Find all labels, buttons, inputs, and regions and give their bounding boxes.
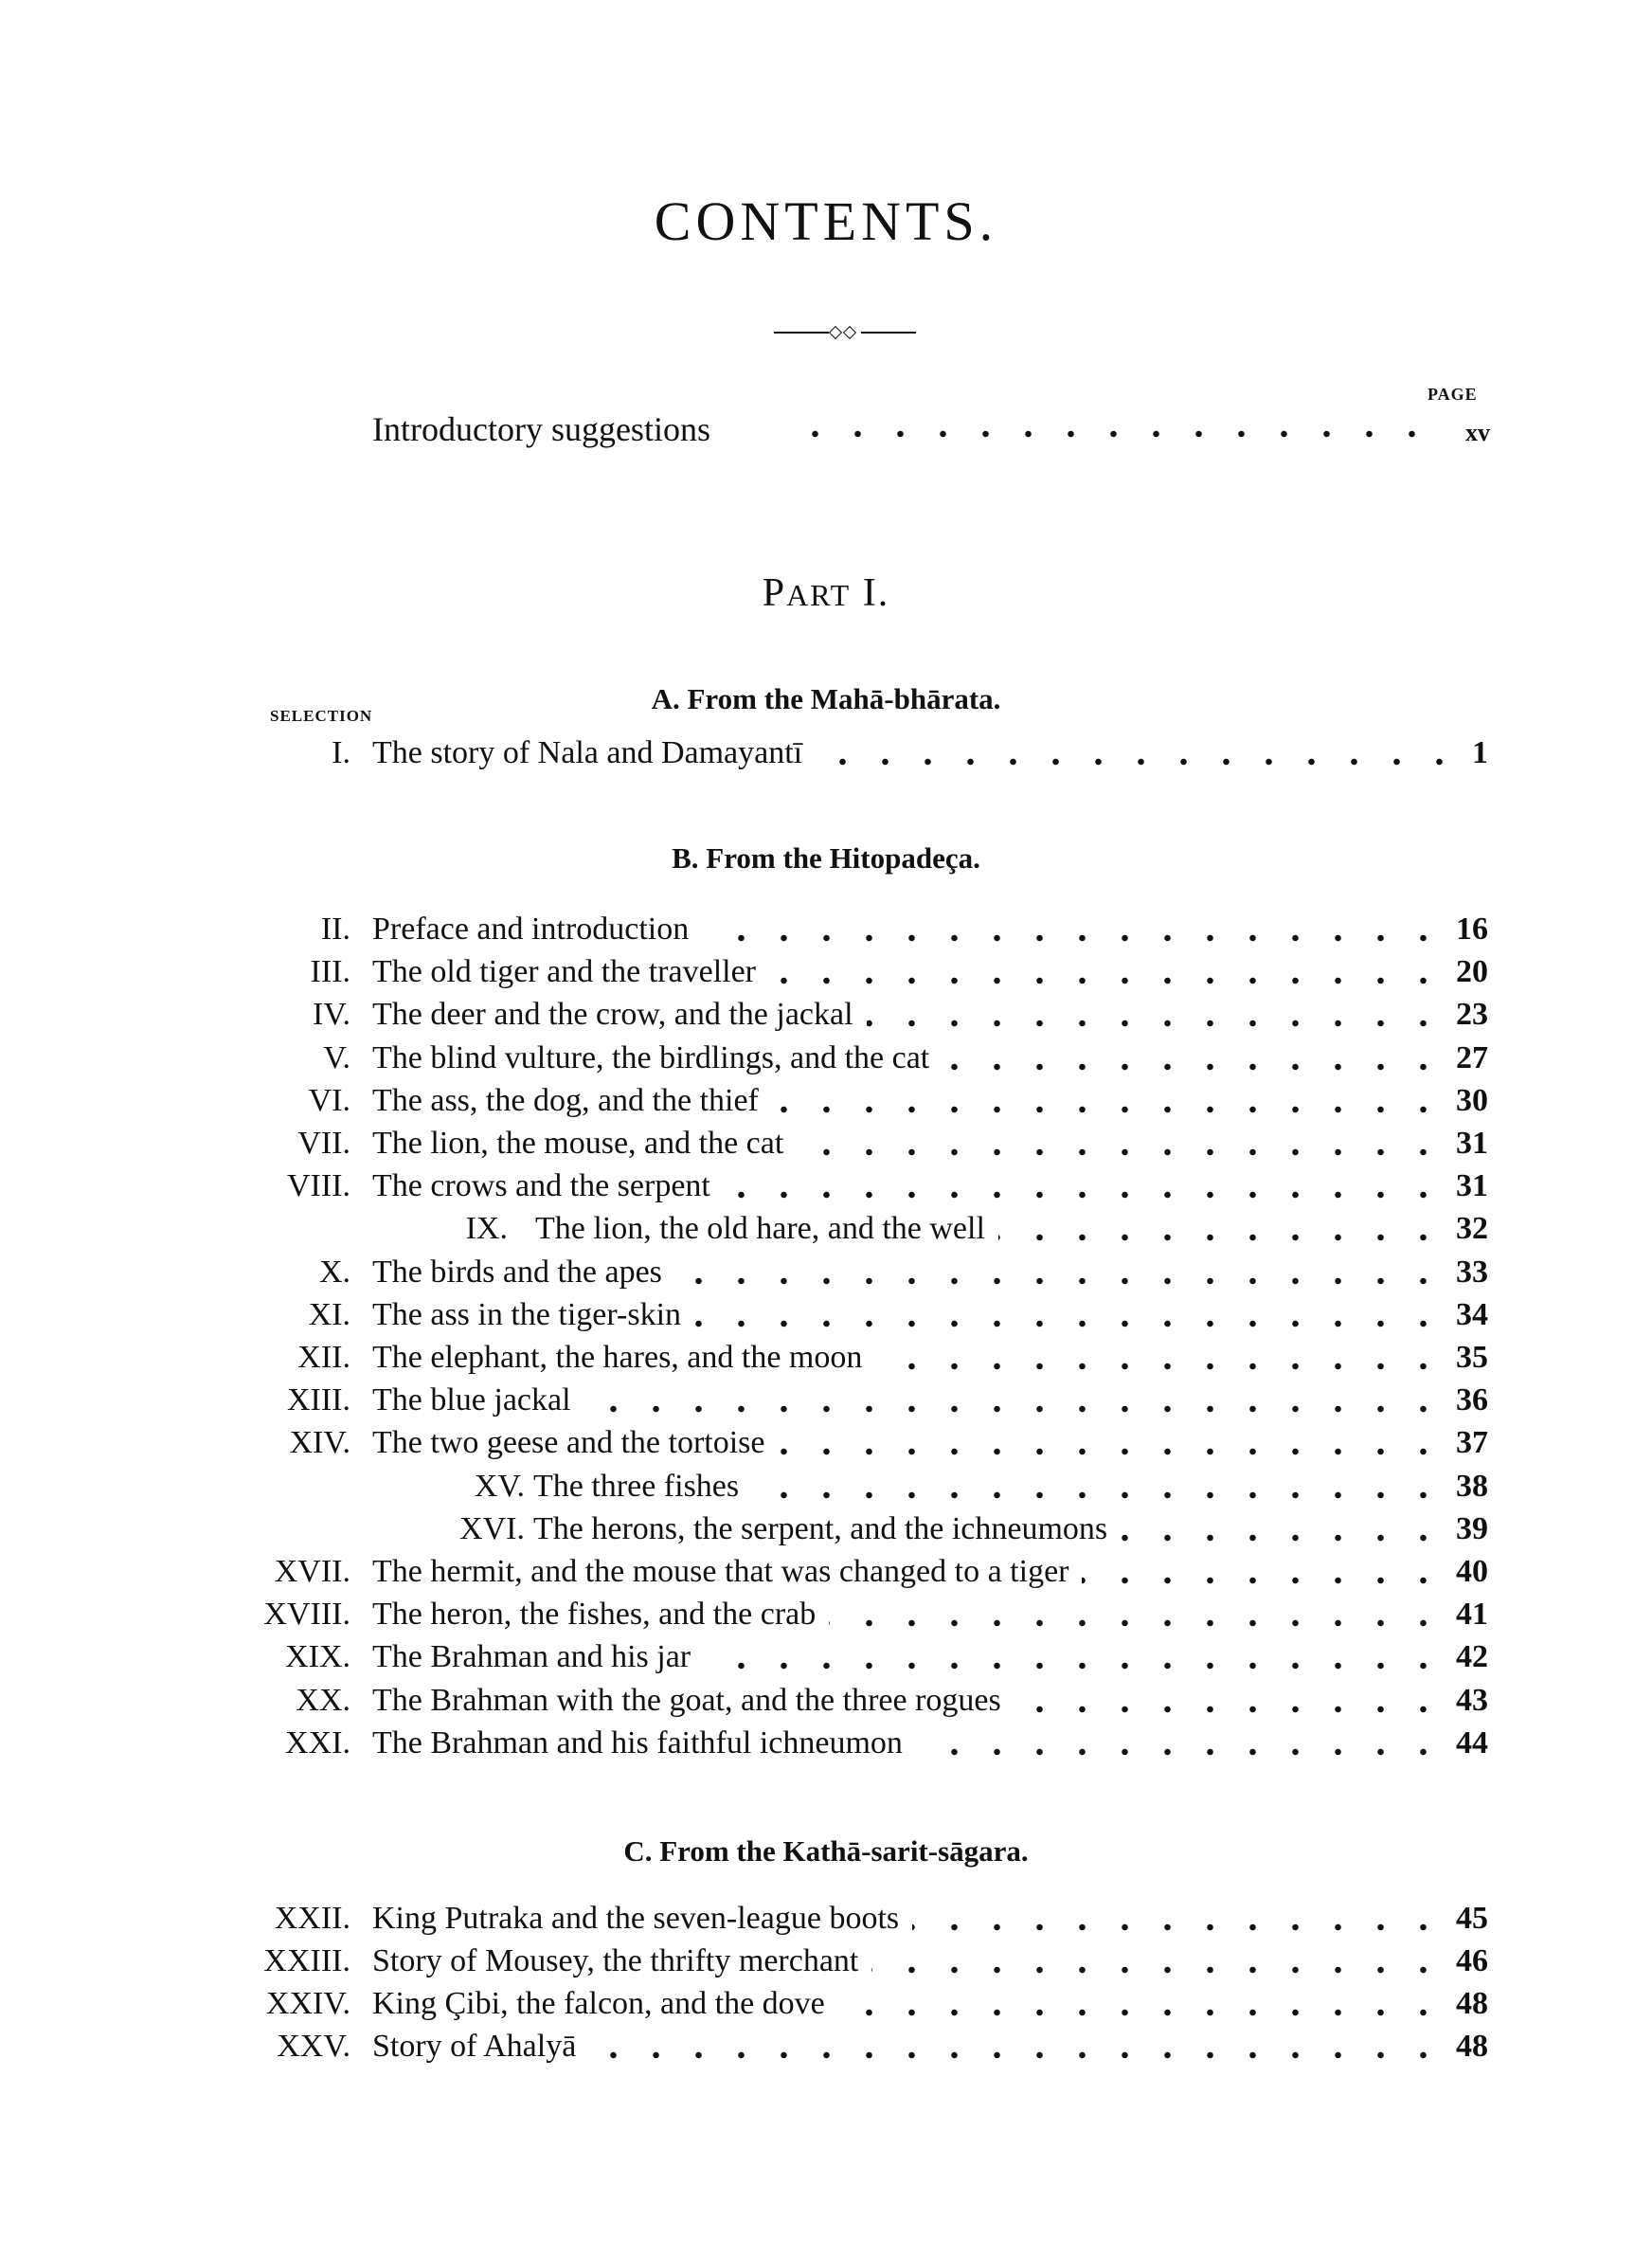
- toc-entry[interactable]: [0, 1297, 1652, 1339]
- entry-title: The lion, the mouse, and the cat: [372, 1126, 784, 1161]
- entry-title: The blue jackal: [372, 1382, 571, 1417]
- entry-title: The deer and the crow, and the jackal: [372, 997, 853, 1032]
- entry-number: VIII.: [286, 1168, 350, 1203]
- dot-leader: [752, 1491, 1445, 1499]
- toc-entry[interactable]: [0, 1168, 1652, 1210]
- entry-number: XVII.: [274, 1554, 350, 1589]
- toc-entry[interactable]: [0, 2029, 1652, 2070]
- entry-number: XI.: [308, 1297, 350, 1332]
- entry-page: 20: [1456, 954, 1488, 989]
- entry-title: The herons, the serpent, and the ichneumons: [533, 1511, 1108, 1546]
- entry-number: XXII.: [274, 1901, 350, 1936]
- entry-number: II.: [320, 912, 350, 947]
- entry-number: X.: [318, 1255, 350, 1290]
- dot-leader: [916, 1748, 1445, 1756]
- entry-title: King Çibi, the falcon, and the dove: [372, 1986, 825, 2021]
- entry-page: 1: [1472, 735, 1488, 770]
- toc-entry[interactable]: [0, 1126, 1652, 1167]
- entry-title: The Brahman and his jar: [372, 1639, 691, 1674]
- entry-page: 38: [1456, 1469, 1488, 1504]
- entry-title: Story of Mousey, the thrifty merchant: [372, 1943, 859, 1978]
- toc-entry[interactable]: [0, 997, 1652, 1038]
- entry-page: 44: [1456, 1725, 1488, 1760]
- part-rest: ART: [786, 578, 852, 612]
- dot-leader: [867, 1020, 1445, 1027]
- entry-page: 43: [1456, 1683, 1488, 1718]
- toc-entry[interactable]: [0, 1511, 1652, 1553]
- entry-number: XV.: [474, 1469, 525, 1504]
- entry-title: The elephant, the hares, and the moon: [372, 1340, 863, 1375]
- entry-number: XX.: [296, 1683, 350, 1718]
- entry-page: 48: [1456, 1986, 1488, 2021]
- entry-number: XII.: [297, 1340, 350, 1375]
- toc-entry[interactable]: [0, 1340, 1652, 1381]
- entry-page: 48: [1456, 2029, 1488, 2064]
- part-heading: [0, 570, 1652, 616]
- entry-page: 23: [1456, 997, 1488, 1032]
- toc-entry[interactable]: [0, 1211, 1652, 1253]
- dot-leader: [875, 1363, 1445, 1370]
- entry-page: 36: [1456, 1382, 1488, 1417]
- entry-number: IV.: [313, 997, 350, 1032]
- dot-leader: [871, 1966, 1445, 1974]
- dot-leader: [704, 1662, 1445, 1670]
- entry-title: The blind vulture, the birdlings, and the cat: [372, 1040, 930, 1075]
- entry-number: XIX.: [285, 1639, 350, 1674]
- entry-number: VI.: [308, 1083, 350, 1118]
- toc-entry[interactable]: [0, 1554, 1652, 1596]
- entry-title: The Brahman and his faithful ichneumon: [372, 1725, 903, 1760]
- entry-page: 31: [1456, 1126, 1488, 1161]
- entry-title: Preface and introduction: [372, 912, 690, 947]
- entry-title: The Brahman with the goat, and the three rogues: [372, 1683, 1001, 1718]
- dot-leader: [702, 934, 1445, 942]
- toc-entry[interactable]: [0, 1597, 1652, 1638]
- dot-leader: [589, 2051, 1445, 2059]
- entry-number: VII.: [297, 1126, 350, 1161]
- toc-entry[interactable]: [0, 1943, 1652, 1985]
- dot-leader: [780, 430, 1433, 438]
- entry-page: 35: [1456, 1340, 1488, 1375]
- toc-entry[interactable]: [0, 1255, 1652, 1296]
- dot-leader: [675, 1277, 1445, 1285]
- entry-number: I.: [332, 735, 350, 770]
- entry-title: King Putraka and the seven-league boots: [372, 1901, 900, 1936]
- entry-title: The heron, the fishes, and the crab: [372, 1597, 817, 1632]
- toc-entry[interactable]: [0, 735, 1652, 777]
- entry-page: 37: [1456, 1425, 1488, 1460]
- intro-entry[interactable]: [372, 409, 1490, 457]
- toc-entry[interactable]: [0, 912, 1652, 953]
- dot-leader: [829, 1619, 1445, 1627]
- entry-page: 33: [1456, 1255, 1488, 1290]
- entry-title: The birds and the apes: [372, 1255, 662, 1290]
- dot-leader: [1082, 1577, 1445, 1584]
- entry-number: XIV.: [289, 1425, 350, 1460]
- intro-title: Introductory suggestions: [372, 410, 710, 448]
- entry-page: 39: [1456, 1511, 1488, 1546]
- toc-entry[interactable]: [0, 1725, 1652, 1767]
- dot-leader: [769, 977, 1445, 984]
- entry-title: Story of Ahalyā: [372, 2029, 577, 2064]
- entry-page: 34: [1456, 1297, 1488, 1332]
- section-heading: A. From the Mahā-bhārata.: [651, 682, 1001, 715]
- entry-page: 42: [1456, 1639, 1488, 1674]
- entry-title: The crows and the serpent: [372, 1168, 710, 1203]
- entry-number: IX.: [465, 1211, 508, 1246]
- entry-page: 27: [1456, 1040, 1488, 1075]
- toc-entry[interactable]: [0, 1683, 1652, 1724]
- dot-leader: [943, 1063, 1445, 1071]
- entry-page: 16: [1456, 912, 1488, 947]
- entry-page: 45: [1456, 1901, 1488, 1936]
- entry-title: The lion, the old hare, and the well: [535, 1211, 985, 1246]
- toc-entry[interactable]: [0, 954, 1652, 996]
- entry-number: III.: [310, 954, 350, 989]
- dot-leader: [838, 2009, 1445, 2016]
- entry-title: The three fishes: [533, 1469, 740, 1504]
- section-heading: B. From the Hitopadeça.: [672, 841, 980, 875]
- dot-leader: [797, 1148, 1445, 1156]
- title-ornament: [774, 328, 916, 337]
- selection-column-header: SELECTION: [270, 707, 373, 725]
- entry-page: 30: [1456, 1083, 1488, 1118]
- dot-leader: [724, 1191, 1445, 1199]
- toc-entry[interactable]: [0, 1986, 1652, 2028]
- entry-title: The hermit, and the mouse that was changed to a tiger: [372, 1554, 1069, 1589]
- dot-leader: [998, 1234, 1445, 1241]
- entry-number: XXIII.: [263, 1943, 350, 1978]
- entry-number: XVIII.: [263, 1597, 350, 1632]
- section-heading: C. From the Kathā-sarit-sāgara.: [623, 1834, 1029, 1868]
- toc-entry[interactable]: [0, 1469, 1652, 1510]
- entry-title: The ass in the tiger-skin: [372, 1297, 682, 1332]
- entry-title: The two geese and the tortoise: [372, 1425, 765, 1460]
- entry-number: XXIV.: [265, 1986, 350, 2021]
- toc-entry[interactable]: [0, 1382, 1652, 1424]
- entry-page: 41: [1456, 1597, 1488, 1632]
- entry-page: 40: [1456, 1554, 1488, 1589]
- entry-number: XVI.: [459, 1511, 525, 1546]
- page-column-header: PAGE: [1428, 385, 1478, 404]
- toc-entry[interactable]: [0, 1083, 1652, 1125]
- dot-leader: [1121, 1534, 1445, 1542]
- page-title: CONTENTS.: [654, 190, 998, 252]
- toc-entry[interactable]: [0, 1040, 1652, 1082]
- dot-leader: [816, 758, 1461, 766]
- dot-leader: [912, 1923, 1445, 1931]
- intro-page: xv: [1465, 419, 1490, 446]
- part-numeral: I.: [862, 571, 890, 615]
- dot-leader: [584, 1405, 1445, 1413]
- entry-title: The old tiger and the traveller: [372, 954, 756, 989]
- toc-entry[interactable]: [0, 1639, 1652, 1681]
- entry-page: 32: [1456, 1211, 1488, 1246]
- entry-title: The story of Nala and Damayantī: [372, 735, 803, 770]
- entry-number: XXI.: [285, 1725, 350, 1760]
- dot-leader: [778, 1448, 1445, 1455]
- toc-entry[interactable]: [0, 1901, 1652, 1942]
- dot-leader: [1015, 1706, 1445, 1713]
- entry-page: 46: [1456, 1943, 1488, 1978]
- dot-leader: [694, 1320, 1445, 1327]
- entry-number: XIII.: [286, 1382, 350, 1417]
- dot-leader: [772, 1106, 1445, 1113]
- part-first-letter: P: [762, 571, 787, 615]
- entry-number: V.: [323, 1040, 350, 1075]
- entry-title: The ass, the dog, and the thief: [372, 1083, 759, 1118]
- entry-number: XXV.: [277, 2029, 350, 2064]
- toc-entry[interactable]: [0, 1425, 1652, 1467]
- entry-page: 31: [1456, 1168, 1488, 1203]
